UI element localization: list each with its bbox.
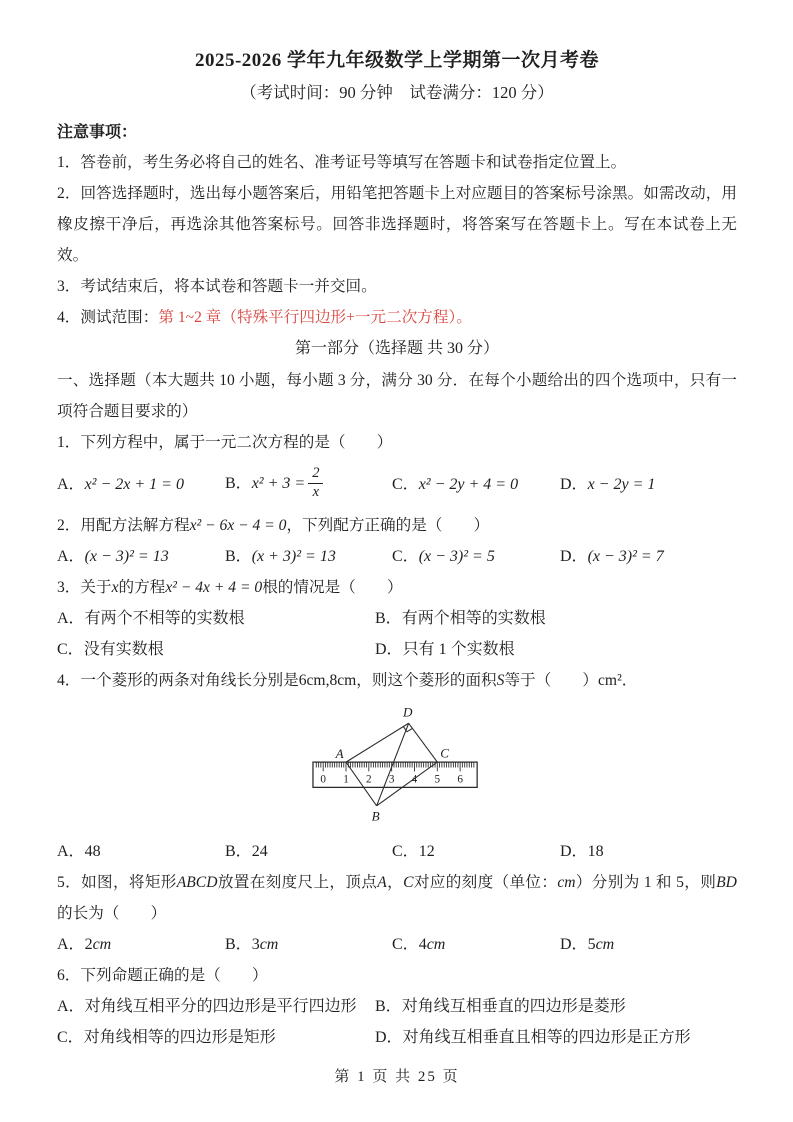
option-d: D．(x − 3)² = 7 — [560, 548, 664, 565]
test-scope-red-text: 第 1~2 章（特殊平行四边形+一元二次方程）。 — [158, 309, 472, 326]
page-title: 2025-2026 学年九年级数学上学期第一次月考卷 — [194, 50, 600, 71]
notice-item-2: 2．回答选择题时，选出每小题答案后，用铅笔把答题卡上对应题目的答案标号涂黑。如需改动，用橡皮擦干净后，再选涂其他答案标号。回答非选择题时，将答案写在答题卡上。写在本试卷上无效。 — [57, 185, 737, 264]
option-c: C．x² − 2y + 4 = 0 — [392, 475, 519, 493]
ruler-number: 4 — [411, 773, 418, 786]
question-1-stem — [57, 427, 737, 458]
question-5-stem: 5．如图，将矩形ABCD放置在刻度尺上，顶点A，C对应的刻度（单位：cm）分别为 1 和 5，则BD的长为（ ） — [57, 874, 737, 922]
vertex-label-d: D — [402, 704, 413, 720]
option-b: B．3cm — [225, 936, 279, 953]
vertex-label-b: B — [371, 808, 380, 824]
option-d: D．x − 2y = 1 — [560, 475, 656, 493]
ruler-number: 1 — [343, 773, 349, 786]
question-5-number: 5． — [57, 874, 82, 891]
option-a: A．48 — [57, 843, 101, 860]
diagonal-bd — [377, 723, 409, 806]
ruler-number: 3 — [388, 773, 395, 786]
option-a: A．(x − 3)² = 13 — [57, 548, 169, 565]
option-c: C．没有实数根 — [57, 641, 164, 658]
fraction — [308, 466, 323, 501]
option-a: A．有两个不相等的实数根 — [57, 610, 245, 627]
question-2-stem: 2．用配方法解方程x² − 6x − 4 = 0，下列配方正确的是（ ） — [57, 517, 490, 534]
ruler-number: 2 — [366, 773, 372, 786]
right-angle-mark — [403, 727, 412, 732]
question-6-number: 6． — [57, 967, 81, 984]
notice-item-4-prefix: 4．测试范围： — [57, 309, 159, 326]
option-a: A．2cm — [57, 936, 112, 953]
page-footer: 第 1 页 共 25 页 — [334, 1069, 460, 1085]
option-c: C．12 — [392, 843, 435, 860]
section-intro: 一、选择题（本大题共 10 小题，每小题 3 分，满分 30 分．在每个小题给出的四个选项中，只有一项符合题目要求的） — [57, 372, 737, 420]
ruler-rectangle-figure — [297, 698, 497, 834]
option-d: D．对角线互相垂直且相等的四边形是正方形 — [375, 1029, 691, 1046]
option-b: B．(x + 3)² = 13 — [225, 548, 336, 565]
fraction-numerator: 2 — [308, 466, 323, 484]
question-6-options — [57, 991, 737, 1053]
section-heading: 第一部分（选择题 共 30 分） — [294, 340, 499, 357]
option-b: B．有两个相等的实数根 — [375, 610, 546, 627]
option-c: C．对角线相等的四边形是矩形 — [57, 1029, 276, 1046]
notice-item-1: 1．答卷前，考生务必将自己的姓名、准考证号等填写在答题卡和试卷指定位置上。 — [57, 154, 627, 171]
option-a: A．x² − 2x + 1 = 0 — [57, 475, 184, 493]
question-1-text: 下列方程中，属于一元二次方程的是（ ） — [80, 434, 393, 451]
vertex-label-c: C — [440, 745, 449, 761]
question-3-number: 3． — [57, 579, 81, 596]
ruler-outline — [313, 762, 477, 787]
question-3-options — [57, 603, 737, 665]
notice-item-3: 3．考试结束后，将本试卷和答题卡一并交回。 — [57, 278, 377, 295]
fraction-denominator: x — [312, 483, 320, 500]
figure-svg — [297, 698, 497, 834]
notice-heading: 注意事项： — [57, 124, 138, 141]
notice-item-4 — [57, 302, 737, 333]
ruler-number: 0 — [320, 773, 326, 786]
ruler-number: 6 — [457, 773, 463, 786]
question-6-stem: 6．下列命题正确的是（ ） — [57, 967, 268, 984]
option-b: B．对角线互相垂直的四边形是菱形 — [375, 998, 626, 1015]
question-4-options — [57, 836, 737, 867]
option-c: C．4cm — [392, 936, 446, 953]
question-4-number: 4． — [57, 672, 81, 689]
formula-with-fraction: x² + 3 = $\frac{2}{x}$ — [252, 475, 324, 492]
question-1-number: 1． — [57, 434, 81, 451]
option-b: B．x² + 3 = $\frac{2}{x}$ — [225, 467, 392, 502]
question-2-options — [57, 541, 737, 572]
vertex-label-a: A — [335, 746, 344, 762]
question-1-options — [57, 458, 737, 510]
exam-subtitle: （考试时间：90 分钟 试卷满分：120 分） — [240, 83, 554, 102]
option-b: B．24 — [225, 843, 268, 860]
side-ad — [346, 723, 409, 762]
question-4-stem: 4．一个菱形的两条对角线长分别是6cm,8cm，则这个菱形的面积S等于（ ）cm²． — [57, 672, 638, 689]
option-c: C．(x − 3)² = 5 — [392, 548, 495, 565]
ruler-number: 5 — [434, 773, 441, 786]
question-5-options — [57, 929, 737, 960]
option-d: D．5cm — [560, 936, 615, 953]
side-cb — [377, 762, 438, 806]
side-ba — [346, 762, 377, 806]
ruler-ticks — [316, 763, 474, 772]
option-d: D．18 — [560, 843, 604, 860]
ruler-numbers — [320, 774, 463, 786]
side-dc — [409, 723, 438, 762]
option-a: A．对角线互相平分的四边形是平行四边形 — [57, 998, 357, 1015]
option-d: D．只有 1 个实数根 — [375, 641, 515, 658]
question-3-stem: 3．关于x的方程x² − 4x + 4 = 0根的情况是（ ） — [57, 579, 403, 596]
question-2-number: 2． — [57, 517, 81, 534]
